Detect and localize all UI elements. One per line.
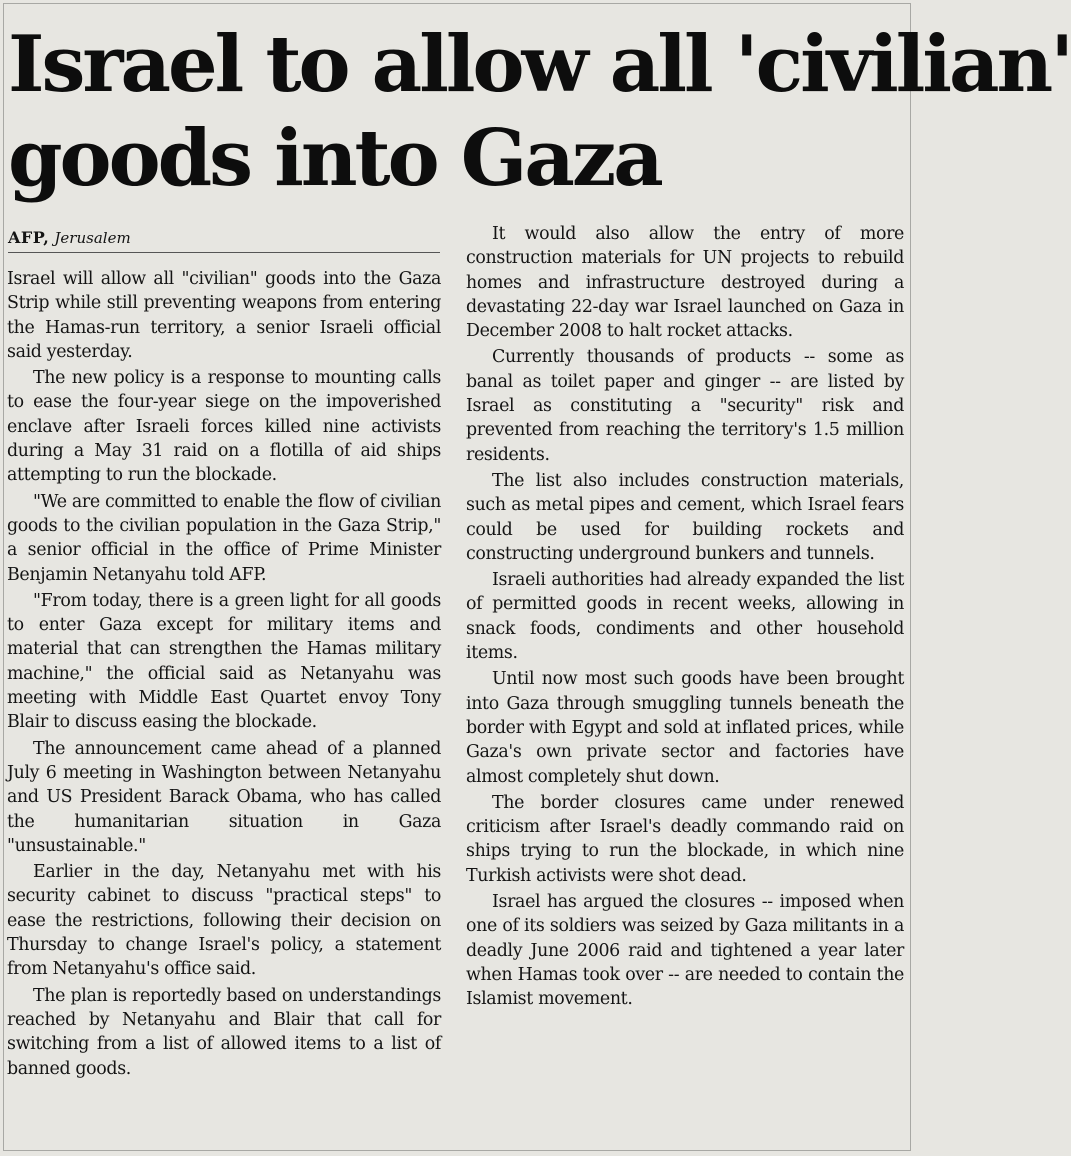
paragraph: Israel will allow all "civilian" goods into the Gaza Strip while still preventing weapons from entering the Hamas-run territory, a senior Israeli official said yesterday. bbox=[7, 269, 441, 362]
article-column-right bbox=[466, 222, 904, 1014]
paragraph: Earlier in the day, Netanyahu met with his security cabinet to discuss "practical steps" to ease the restrictions, following their decision on Thursday to change Israel's policy, a statement from Netanyahu's office said. bbox=[7, 862, 441, 980]
paragraph: The announcement came ahead of a planned July 6 meeting in Washington between Netanyahu and US President Barack Obama, who has called the humanitarian situation in Gaza "unsustainable." bbox=[7, 738, 441, 856]
paragraph: "We are committed to enable the flow of civilian goods to the civilian population in the Gaza Strip," a senior official in the office of Prime Minister Benjamin Netanyahu told AFP. bbox=[7, 491, 441, 585]
headline-line-1: Israel to allow all 'civilian' bbox=[8, 19, 1071, 110]
paragraph: Until now most such goods have been brought into Gaza through smuggling tunnels beneath the border with Egypt and sold at inflated prices, while Gaza's own private sector and factories have almost completely shut down. bbox=[466, 669, 904, 787]
paragraph: It would also allow the entry of more construction materials for UN projects to rebuild homes and infrastructure destroyed during a devastating 22-day war Israel launched on Gaza in December 2008 to halt rocket attacks. bbox=[466, 224, 904, 342]
headline bbox=[8, 18, 1071, 206]
paragraph: The border closures came under renewed criticism after Israel's deadly commando raid on ships trying to run the blockade, in which nine Turkish activists were shot dead. bbox=[466, 792, 904, 886]
headline-line-2: goods into Gaza bbox=[8, 113, 661, 204]
article-column-left bbox=[7, 267, 441, 1083]
byline bbox=[8, 226, 440, 253]
byline-city: Jerusalem bbox=[54, 229, 131, 247]
paragraph: Currently thousands of products -- some as banal as toilet paper and ginger -- are listed by Israel as constituting a "security" risk and prevented from reaching the territory's 1.5 million residents. bbox=[466, 347, 904, 465]
paragraph: The plan is reportedly based on understandings reached by Netanyahu and Blair that call for switching from a list of allowed items to a list of banned goods. bbox=[7, 985, 441, 1079]
paragraph: The new policy is a response to mounting calls to ease the four-year siege on the impoverished enclave after Israeli forces killed nine activists during a May 31 raid on a flotilla of aid ships attempting to run the blockade. bbox=[7, 368, 441, 486]
byline-agency: AFP, bbox=[8, 228, 50, 247]
paragraph: Israel has argued the closures -- imposed when one of its soldiers was seized by Gaza militants in a deadly June 2006 raid and tightened a year later when Hamas took over -- are needed to contain the Islamist movement. bbox=[466, 892, 904, 1010]
paragraph: "From today, there is a green light for all goods to enter Gaza except for military items and material that can strengthen the Hamas military machine," the official said as Netanyahu was meeting with Middle East Quartet envoy Tony Blair to discuss easing the blockade. bbox=[7, 590, 441, 733]
paragraph: The list also includes construction materials, such as metal pipes and cement, which Israel fears could be used for building rockets and constructing underground bunkers and tunnels. bbox=[466, 470, 904, 564]
paragraph: Israeli authorities had already expanded the list of permitted goods in recent weeks, allowing in snack foods, condiments and other household items. bbox=[466, 570, 904, 664]
